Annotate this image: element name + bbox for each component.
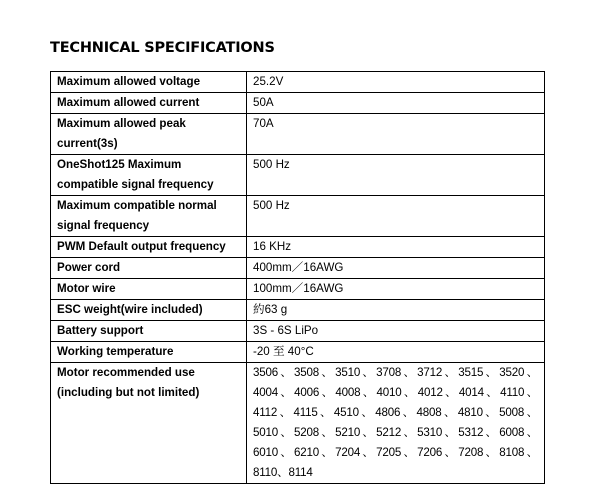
table-row xyxy=(51,196,545,237)
table-row xyxy=(51,155,545,196)
table-row xyxy=(51,279,545,300)
spec-label: Motor recommended use (including but not limited) xyxy=(51,363,247,484)
table-row xyxy=(51,363,545,484)
table-row xyxy=(51,237,545,258)
spec-label: PWM Default output frequency xyxy=(51,237,247,258)
table-row xyxy=(51,72,545,93)
spec-value: 3S - 6S LiPo xyxy=(247,321,545,342)
spec-value: 100mm／16AWG xyxy=(247,279,545,300)
table-row xyxy=(51,93,545,114)
spec-value: 3506、3508、3510、3708、3712、3515、3520、4004、4006、4008、4010、4012、4014、4110、4112、4115、4510、4806、4808、4810、5008、5010、5208、5210、5212、5310、5312、6008、6010、6210、7204、7205、7206、7208、8108、8110、8114 xyxy=(247,363,545,484)
page-title: TECHNICAL SPECIFICATIONS xyxy=(50,40,275,56)
spec-value: 約63 g xyxy=(247,300,545,321)
table-row xyxy=(51,114,545,155)
spec-label: Maximum allowed voltage xyxy=(51,72,247,93)
spec-label: Maximum allowed current xyxy=(51,93,247,114)
spec-label: ESC weight(wire included) xyxy=(51,300,247,321)
spec-value: 50A xyxy=(247,93,545,114)
spec-value: -20 至 40°C xyxy=(247,342,545,363)
spec-value: 500 Hz xyxy=(247,155,545,196)
spec-label: Maximum allowed peak current(3s) xyxy=(51,114,247,155)
table-row xyxy=(51,258,545,279)
table-row xyxy=(51,342,545,363)
spec-label: OneShot125 Maximum compatible signal frequency xyxy=(51,155,247,196)
table-row xyxy=(51,321,545,342)
spec-value: 400mm／16AWG xyxy=(247,258,545,279)
spec-table xyxy=(50,71,545,484)
spec-value: 16 KHz xyxy=(247,237,545,258)
spec-label: Battery support xyxy=(51,321,247,342)
spec-label: Motor wire xyxy=(51,279,247,300)
spec-value: 25.2V xyxy=(247,72,545,93)
spec-value: 70A xyxy=(247,114,545,155)
table-row xyxy=(51,300,545,321)
spec-label: Power cord xyxy=(51,258,247,279)
spec-label: Working temperature xyxy=(51,342,247,363)
spec-value: 500 Hz xyxy=(247,196,545,237)
spec-label: Maximum compatible normal signal frequency xyxy=(51,196,247,237)
